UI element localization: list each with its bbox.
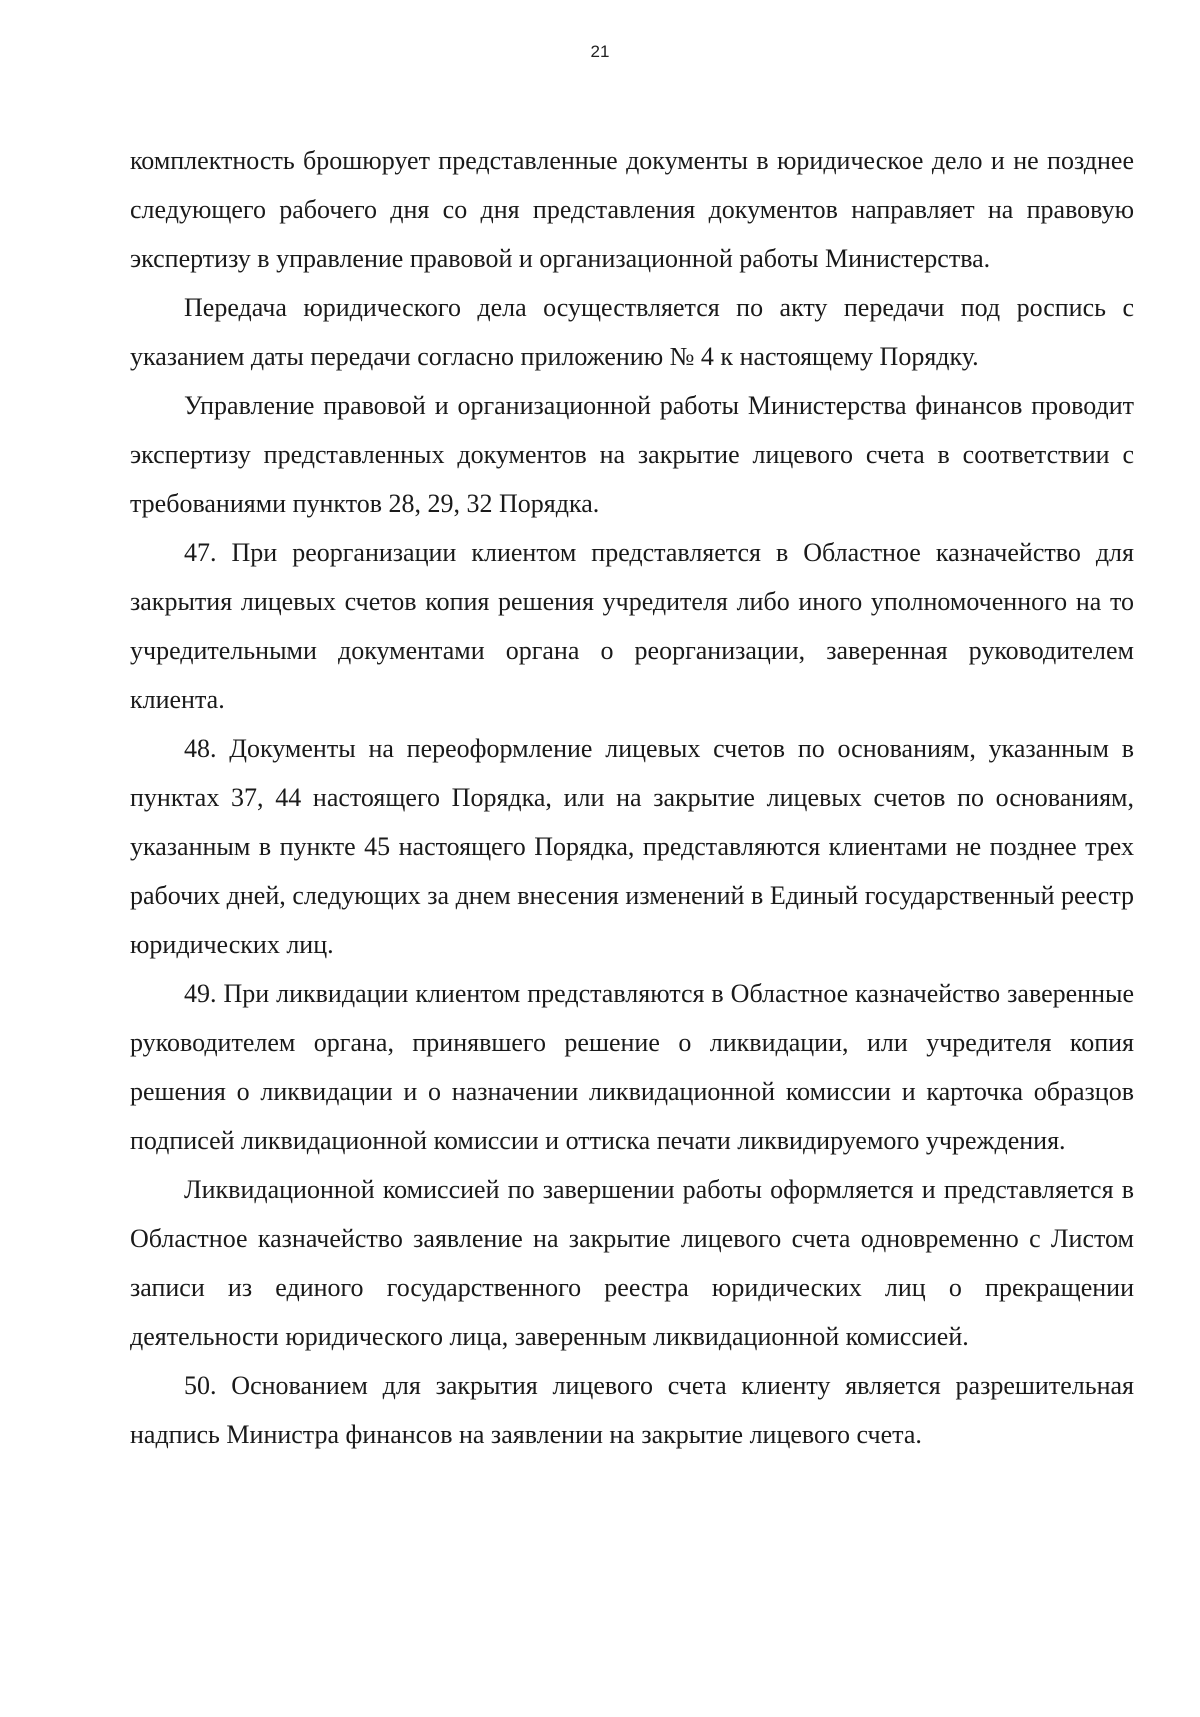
paragraph-item-49: 49. При ликвидации клиентом представляются в Областное казначейство заверенные руководителем органа, принявшего решение о ликвидации, или учредителя копия решения о ликвидации и о назначении ликвидационной комиссии и карточка образцов подписей ликвидационной комиссии и оттиска печати ликвидируемого учреждения. (130, 979, 1134, 1155)
paragraph-liquidation-commission: Ликвидационной комиссией по завершении работы оформляется и представляется в Областное казначейство заявление на закрытие лицевого счета одновременно с Листом записи из единого государственного реестра юридических лиц о прекращении деятельности юридического лица, заверенным ликвидационной комиссией. (130, 1175, 1134, 1351)
paragraph-item-50: 50. Основанием для закрытия лицевого счета клиенту является разрешительная надпись Министра финансов на заявлении на закрытие лицевого счета. (130, 1371, 1134, 1449)
paragraph-transfer-act: Передача юридического дела осуществляется по акту передачи под роспись с указанием даты передачи согласно приложению № 4 к настоящему Порядку. (130, 293, 1134, 371)
paragraph-item-48: 48. Документы на переоформление лицевых счетов по основаниям, указанным в пунктах 37, 44 настоящего Порядка, или на закрытие лицевых счетов по основаниям, указанным в пункте 45 настоящего Порядка, представляются клиентами не позднее трех рабочих дней, следующих за днем внесения изменений в Единый государственный реестр юридических лиц. (130, 734, 1134, 959)
page-number: 21 (590, 42, 610, 61)
paragraph-item-47: 47. При реорганизации клиентом представляется в Областное казначейство для закрытия лицевых счетов копия решения учредителя либо иного уполномоченного на то учредительными документами органа о реорганизации, заверенная руководителем клиента. (130, 538, 1134, 714)
paragraph-continuation: комплектность брошюрует представленные документы в юридическое дело и не позднее следующего рабочего дня со дня представления документов направляет на правовую экспертизу в управление правовой и организационной работы Министерства. (130, 146, 1134, 273)
paragraph-legal-expertise: Управление правовой и организационной работы Министерства финансов проводит экспертизу представленных документов на закрытие лицевого счета в соответствии с требованиями пунктов 28, 29, 32 Порядка. (130, 391, 1134, 518)
document-body (130, 136, 1134, 1459)
